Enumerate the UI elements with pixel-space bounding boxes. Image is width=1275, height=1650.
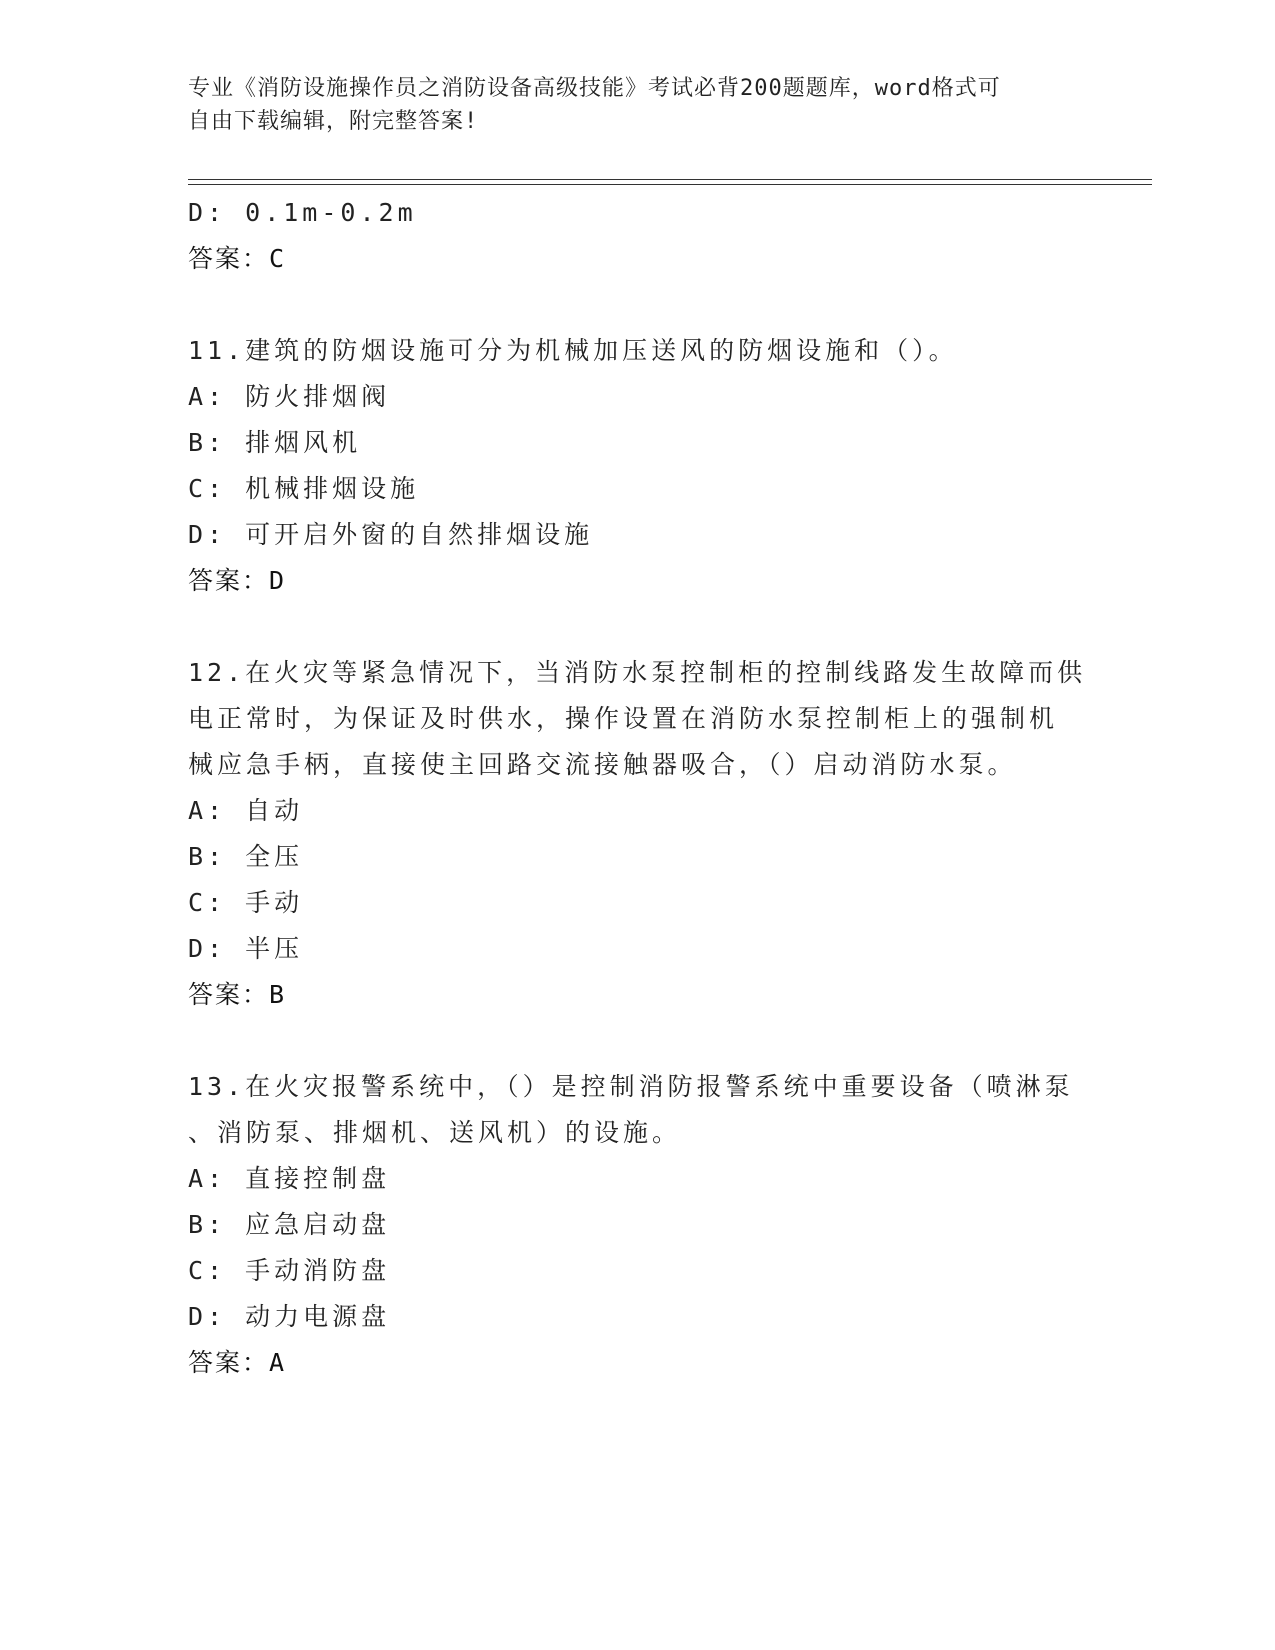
- answer: 答案：A: [188, 1348, 287, 1377]
- option-d: D: 动力电源盘: [188, 1302, 391, 1331]
- answer: 答案：D: [188, 566, 287, 595]
- answer: 答案：B: [188, 980, 287, 1009]
- header-line-2: 自由下载编辑，附完整答案!: [188, 109, 479, 134]
- option-b: B: 应急启动盘: [188, 1210, 391, 1239]
- option-c: C: 手动: [188, 888, 304, 917]
- option-d: D: 半压: [188, 934, 304, 963]
- carryover-option-d: D: 0.1m-0.2m: [188, 198, 417, 227]
- question-text: 电正常时，为保证及时供水，操作设置在消防水泵控制柜上的强制机: [188, 704, 1059, 733]
- option-a: A: 自动: [188, 796, 304, 825]
- option-a: A: 防火排烟阀: [188, 382, 391, 411]
- spacer: [188, 282, 1088, 328]
- option-d: D: 可开启外窗的自然排烟设施: [188, 520, 594, 549]
- option-c: C: 机械排烟设施: [188, 474, 420, 503]
- question-text: 12.在火灾等紧急情况下，当消防水泵控制柜的控制线路发生故障而供: [188, 658, 1087, 687]
- question-11: [188, 328, 1088, 604]
- question-text: 械应急手柄，直接使主回路交流接触器吸合，（）启动消防水泵。: [188, 750, 1017, 779]
- question-text: 11.建筑的防烟设施可分为机械加压送风的防烟设施和（）。: [188, 336, 958, 365]
- question-text: 13.在火灾报警系统中，（）是控制消防报警系统中重要设备（喷淋泵: [188, 1072, 1074, 1101]
- header-divider-bottom: [188, 184, 1152, 185]
- option-b: B: 全压: [188, 842, 304, 871]
- header-line-1: 专业《消防设施操作员之消防设备高级技能》考试必背200题题库，word格式可: [188, 76, 1001, 101]
- spacer: [188, 604, 1088, 650]
- question-content: [188, 190, 1088, 1386]
- carryover-answer: 答案：C: [188, 244, 287, 273]
- question-13: [188, 1064, 1088, 1386]
- question-text: 、消防泵、排烟机、送风机）的设施。: [188, 1118, 682, 1147]
- option-b: B: 排烟风机: [188, 428, 362, 457]
- document-header: [188, 72, 1088, 138]
- spacer: [188, 1018, 1088, 1064]
- option-a: A: 直接控制盘: [188, 1164, 391, 1193]
- question-12: [188, 650, 1088, 1018]
- header-divider-top: [188, 179, 1152, 180]
- option-c: C: 手动消防盘: [188, 1256, 391, 1285]
